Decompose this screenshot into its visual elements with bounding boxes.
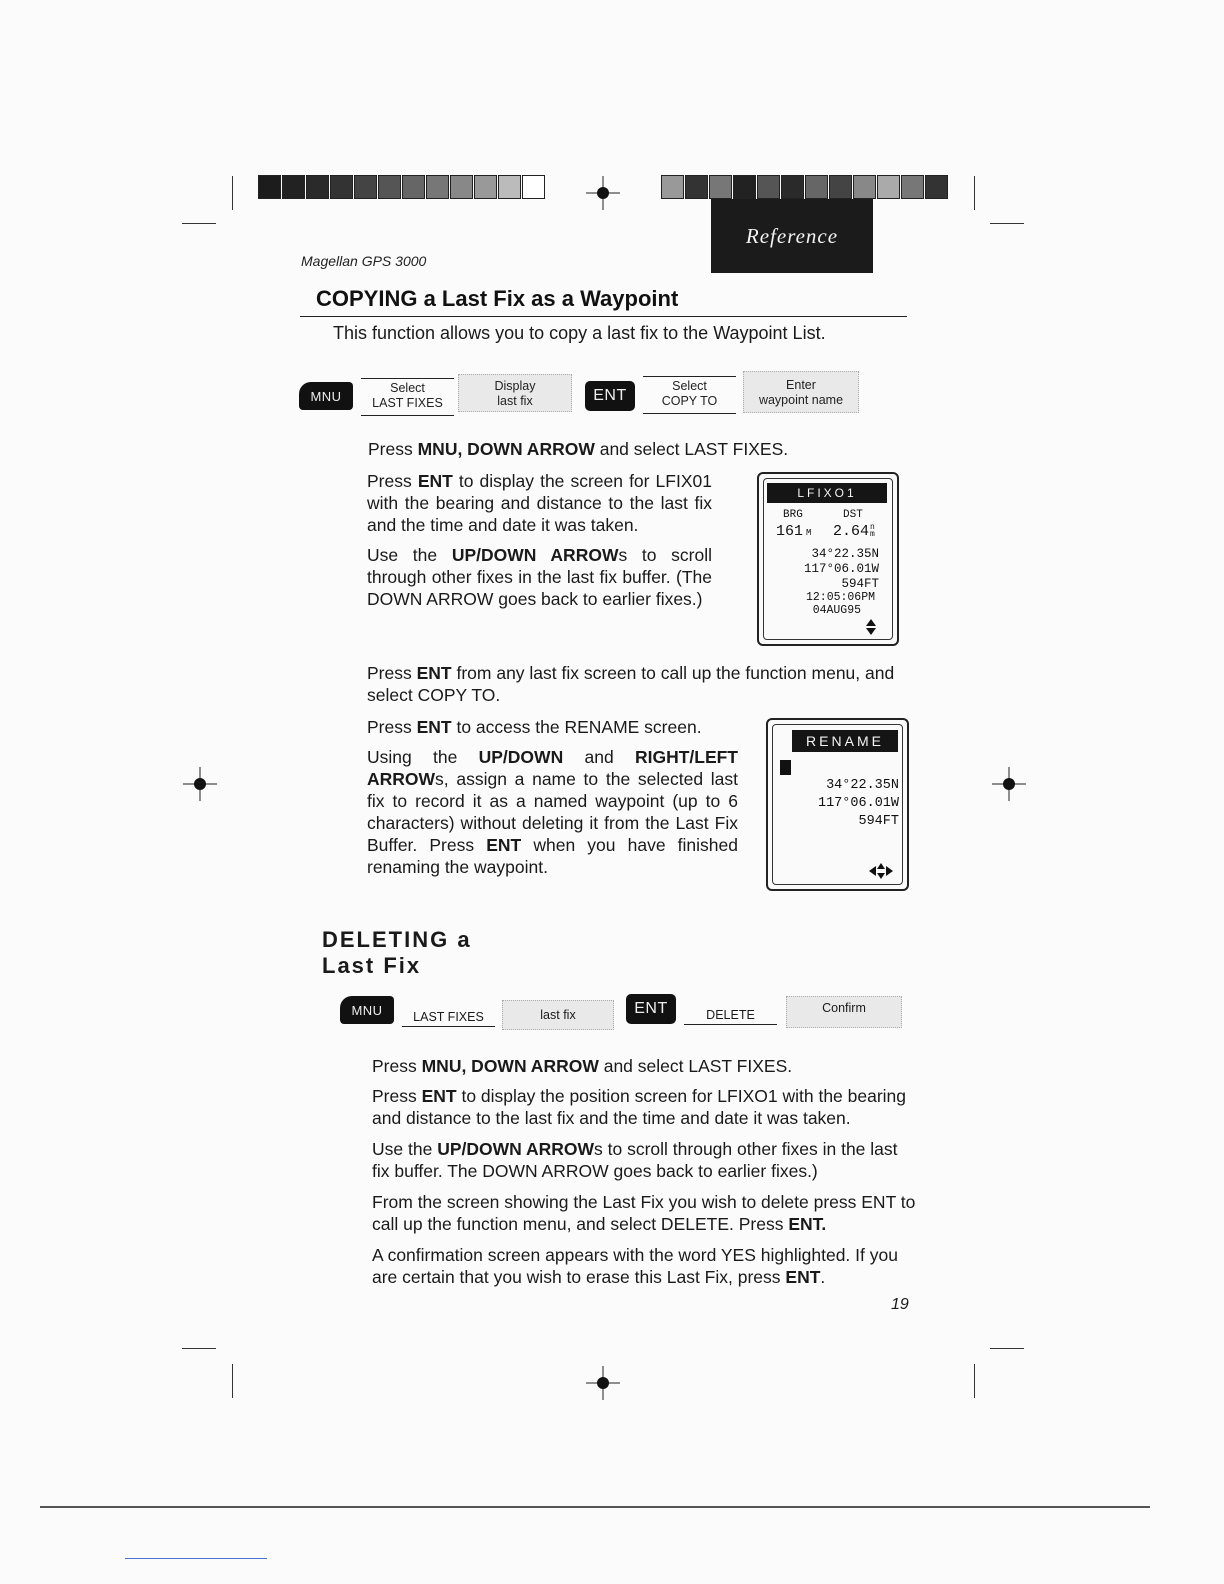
flow-step-line: LAST FIXES: [413, 1010, 484, 1024]
lcd-lat: 34°22.35N: [826, 778, 899, 793]
paragraph: Press ENT to display the screen for LFIX01 with the bearing and distance to the last fix and the time and date it was taken.: [367, 471, 712, 535]
section-rule: [300, 316, 907, 317]
bold-term: UP/DOWN: [478, 747, 564, 767]
intro-text: This function allows you to copy a last fix to the Waypoint List.: [333, 323, 826, 343]
flow-display-line: waypoint name: [758, 393, 844, 407]
mnu-key-label: MNU: [310, 388, 342, 404]
dst-unit-top: n: [870, 523, 875, 533]
color-bar-right: [661, 175, 949, 201]
bold-term: ENT: [421, 1086, 457, 1106]
bold-term: UP/DOWN ARROW: [437, 1139, 595, 1159]
mnu-key: [299, 382, 353, 410]
ent-key-label: ENT: [634, 1000, 668, 1017]
flow2-row: [340, 1000, 910, 1030]
flow-step-line: Select: [672, 379, 707, 393]
crop-mark: [990, 223, 1024, 224]
bold-term: UP/DOWN ARROW: [451, 545, 619, 565]
crop-mark: [974, 176, 975, 210]
paragraph: Using the UP/DOWN and RIGHT/LEFT ARROWs, assign a name to the selected last fix to record it as a named waypoint (up to 6 characters) without deleting it from the Last Fix Buffer. Press ENT when you have finished renaming the waypoint.: [367, 747, 738, 877]
registration-mark-icon: [992, 767, 1026, 801]
flow-display-last-fix: [502, 1000, 614, 1030]
paragraph: Press MNU, DOWN ARROW and select LAST FIXES.: [372, 1056, 793, 1076]
page-number: 19: [891, 1296, 909, 1313]
bold-term: RIGHT/LEFT: [634, 747, 738, 767]
dst-number: 2.64: [833, 523, 870, 540]
lcd-title: LFIXO1: [767, 483, 887, 503]
section2-title: DELETING a Last Fix: [322, 927, 472, 978]
dst-unit: [870, 524, 875, 538]
brg-number: 161: [776, 523, 804, 540]
flow-step-line: COPY TO: [661, 394, 718, 408]
ent-key-label: ENT: [593, 387, 627, 404]
bold-term: ARROW: [367, 769, 436, 789]
paragraph: From the screen showing the Last Fix you wish to delete press ENT to call up the function menu, and select DELETE. Press ENT.: [372, 1192, 916, 1234]
paragraph: Press ENT from any last fix screen to call up the function menu, and select COPY TO.: [367, 663, 895, 705]
bold-term: ENT: [486, 835, 522, 855]
flow-step-last-fixes: [402, 1010, 495, 1027]
lcd-brg-value: [776, 523, 811, 540]
registration-mark-icon: [183, 767, 217, 801]
lcd-lon: 117°06.01W: [817, 796, 899, 811]
bold-term: MNU, DOWN ARROW: [417, 439, 595, 459]
flow-display-last-fix: [458, 374, 572, 412]
color-bar-left: [258, 175, 546, 201]
lcd-dst-label: DST: [843, 509, 863, 521]
reference-tab-label: Reference: [745, 223, 839, 248]
section2-title-clipped: [322, 918, 522, 978]
paragraph: Press ENT to display the position screen for LFIXO1 with the bearing and distance to the last fix and the time and date it was taken.: [372, 1086, 907, 1128]
reference-tab: [711, 199, 873, 273]
lcd-brg-label: BRG: [783, 509, 803, 521]
crop-mark: [182, 223, 216, 224]
ent-key: [626, 994, 676, 1024]
bold-term: MNU, DOWN ARROW: [421, 1056, 599, 1076]
flow-display-enter-name: [743, 371, 859, 413]
flow-step-line: LAST FIXES: [372, 396, 443, 410]
flow-step-select-last-fixes: [361, 378, 454, 416]
lcd-alt: 594FT: [841, 577, 879, 591]
registration-mark-icon: [586, 1366, 620, 1400]
flow-display-confirm: [786, 996, 902, 1028]
bold-term: ENT: [416, 717, 452, 737]
flow-display-line: Confirm: [822, 1001, 866, 1015]
mnu-key-label: MNU: [351, 1002, 383, 1018]
lcd-lastfix-screen: [757, 472, 899, 646]
paragraph: Press ENT to access the RENAME screen.: [367, 717, 702, 737]
lcd-time: 12:05:06PM: [805, 591, 875, 604]
four-way-arrow-icon: [868, 862, 894, 880]
flow-step-delete: [684, 1008, 777, 1025]
mnu-key: [340, 996, 394, 1024]
footer-blue-rule: [125, 1558, 267, 1559]
crop-mark: [182, 1348, 216, 1349]
crop-mark: [974, 1364, 975, 1398]
crop-mark: [990, 1348, 1024, 1349]
brg-unit: M: [806, 528, 812, 538]
dst-unit-bottom: m: [870, 530, 875, 540]
section-title: COPYING a Last Fix as a Waypoint: [316, 286, 679, 311]
bold-term: ENT: [417, 471, 453, 491]
up-down-arrow-icon: [865, 618, 877, 636]
crop-mark: [232, 1364, 233, 1398]
book-title: Magellan GPS 3000: [301, 253, 427, 269]
lcd-rename-screen: [766, 718, 909, 891]
flow-display-line: last fix: [497, 394, 533, 408]
flow-step-line: DELETE: [706, 1008, 755, 1022]
lcd-lon: 117°06.01W: [803, 562, 879, 576]
lcd-lat: 34°22.35N: [811, 547, 879, 561]
lcd-date: 04AUG95: [812, 604, 861, 617]
flow-display-line: Enter: [786, 378, 816, 392]
bold-term: ENT.: [788, 1214, 827, 1234]
flow-display-line: last fix: [540, 1008, 576, 1022]
paragraph: A confirmation screen appears with the word YES highlighted. If you are certain that you wish to erase this Last Fix, press ENT.: [372, 1245, 898, 1287]
lcd-dst-value: [833, 523, 875, 540]
paragraph: Use the UP/DOWN ARROWs to scroll through other fixes in the last fix buffer. The DOWN ARROW goes back to earlier fixes.): [372, 1139, 898, 1181]
bold-term: ENT: [416, 663, 452, 683]
ent-key: [585, 381, 635, 411]
lcd-alt: 594FT: [858, 814, 899, 829]
crop-mark: [232, 176, 233, 210]
lcd-cursor: [780, 760, 791, 775]
flow-step-line: Select: [390, 381, 425, 395]
lcd-title: RENAME: [792, 730, 898, 752]
flow-step-select-copy-to: [643, 376, 736, 414]
paragraph: Press MNU, DOWN ARROW and select LAST FIXES.: [368, 439, 789, 459]
flow-display-line: Display: [494, 379, 536, 393]
footer-rule: [40, 1506, 1150, 1508]
bold-term: ENT: [785, 1267, 821, 1287]
registration-mark-icon: [586, 176, 620, 210]
paragraph: Use the UP/DOWN ARROWs to scroll through other fixes in the last fix buffer. (The DOWN ARROW goes back to earlier fixes.): [367, 545, 712, 609]
